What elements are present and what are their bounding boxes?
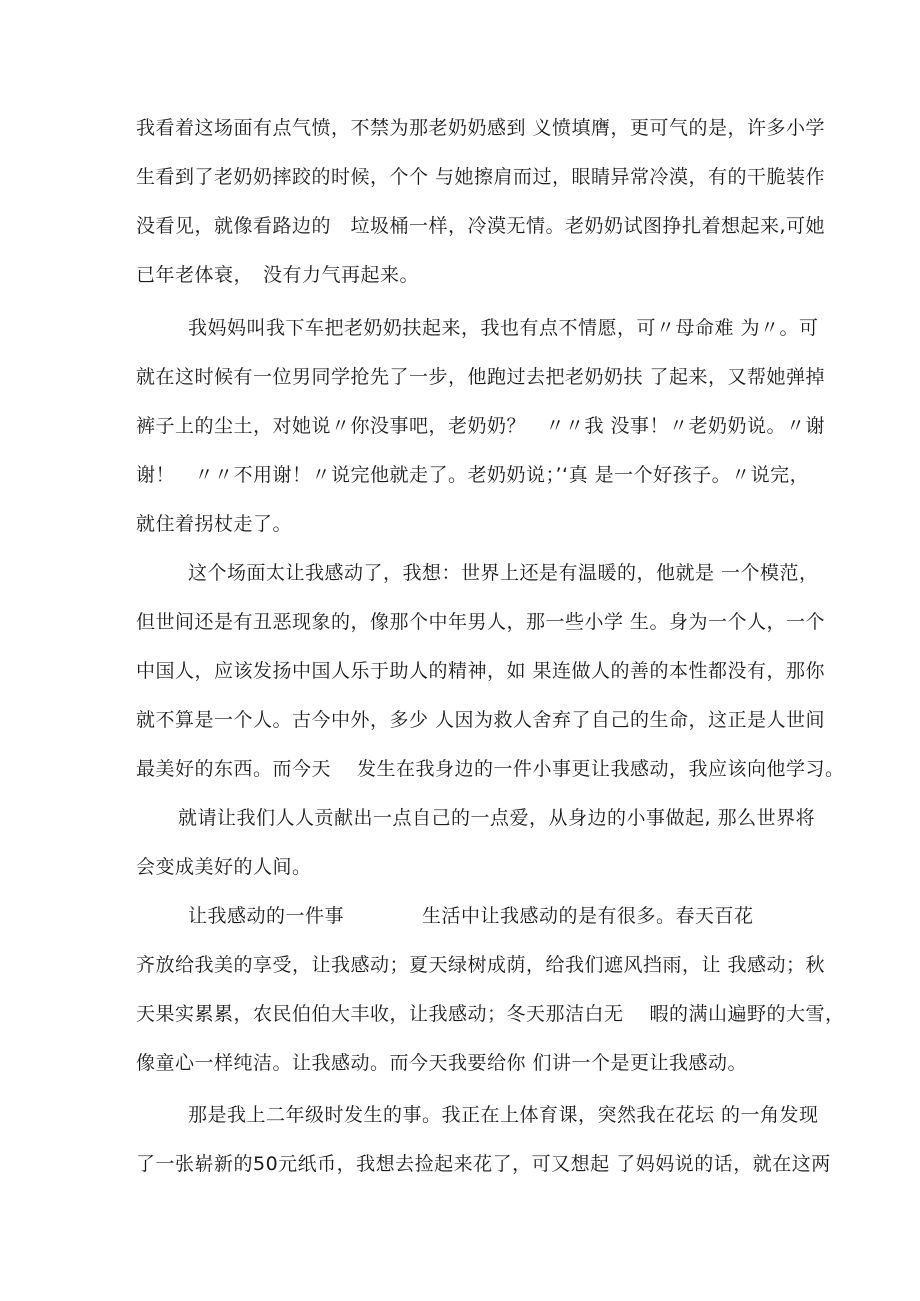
text-line: 我妈妈叫我下车把老奶奶扶起来，我也有点不情愿，可〃母命难 为〃。可 — [188, 317, 819, 339]
text-line: 生看到了老奶奶摔跤的时候，个个 与她擦肩而过，眼睛异常冷漠，有的干脆装作 — [136, 166, 826, 188]
text-line: 让我感动的一件事 生活中让我感动的是有很多。春天百花 — [188, 905, 754, 927]
text-line: 没看见，就像看路边的 垃圾桶一样，冷漠无情。老奶奶试图挣扎着想起来,可她 — [136, 215, 826, 237]
text-line: 像童心一样纯洁。让我感动。而今天我要给你 们讲一个是更让我感动。 — [136, 1052, 748, 1074]
text-line: 中国人，应该发扬中国人乐于助人的精神，如 果连做人的善的本性都没有，那你 — [136, 660, 826, 682]
text-line: 就在这时候有一位男同学抢先了一步，他跑过去把老奶奶扶 了起来，又帮她弹掉 — [136, 366, 826, 388]
text-line: 谢！ 〃〃不用谢！〃说完他就走了。老奶奶说；’‘真 是一个好孩子。〃说完， — [136, 464, 810, 486]
text-line: 就请让我们人人贡献出一点自己的一点爱，从身边的小事做起, 那么世界将 — [178, 807, 816, 829]
text-line: 裤子上的尘土，对她说〃你没事吧，老奶奶？ 〃〃我 没事！〃老奶奶说。〃谢 — [136, 415, 826, 437]
text-line: 会变成美好的人间。 — [136, 856, 312, 878]
text-line: 就不算是一个人。古今中外，多少 人因为救人舍弃了自己的生命，这正是人世间 — [136, 709, 826, 731]
text-line: 但世间还是有丑恶现象的，像那个中年男人，那一些小学 生。身为一个人，一个 — [136, 611, 826, 633]
text-line: 最美好的东西。而今天 发生在我身边的一件小事更让我感动，我应该向他学习。 — [136, 758, 845, 780]
text-line: 那是我上二年级时发生的事。我正在上体育课，突然我在花坛 的一角发现 — [188, 1104, 819, 1126]
text-line: 就住着拐杖走了。 — [136, 513, 293, 535]
text-line: 了一张崭新的50元纸币，我想去捡起来花了，可又想起 了妈妈说的话，就在这两 — [136, 1153, 831, 1175]
text-line: 这个场面太让我感动了，我想：世界上还是有温暖的，他就是 一个模范， — [188, 562, 819, 584]
text-line: 齐放给我美的享受，让我感动；夏天绿树成荫，给我们遮风挡雨，让 我感动；秋 — [136, 954, 826, 976]
text-line: 已年老体衰， 没有力气再起来。 — [136, 264, 420, 286]
text-line: 天果实累累，农民伯伯大丰收，让我感动；冬天那洁白无 暇的满山遍野的大雪， — [136, 1003, 845, 1025]
text-line: 我看着这场面有点气愤，不禁为那老奶奶感到 义愤填膺，更可气的是，许多小学 — [136, 117, 826, 139]
